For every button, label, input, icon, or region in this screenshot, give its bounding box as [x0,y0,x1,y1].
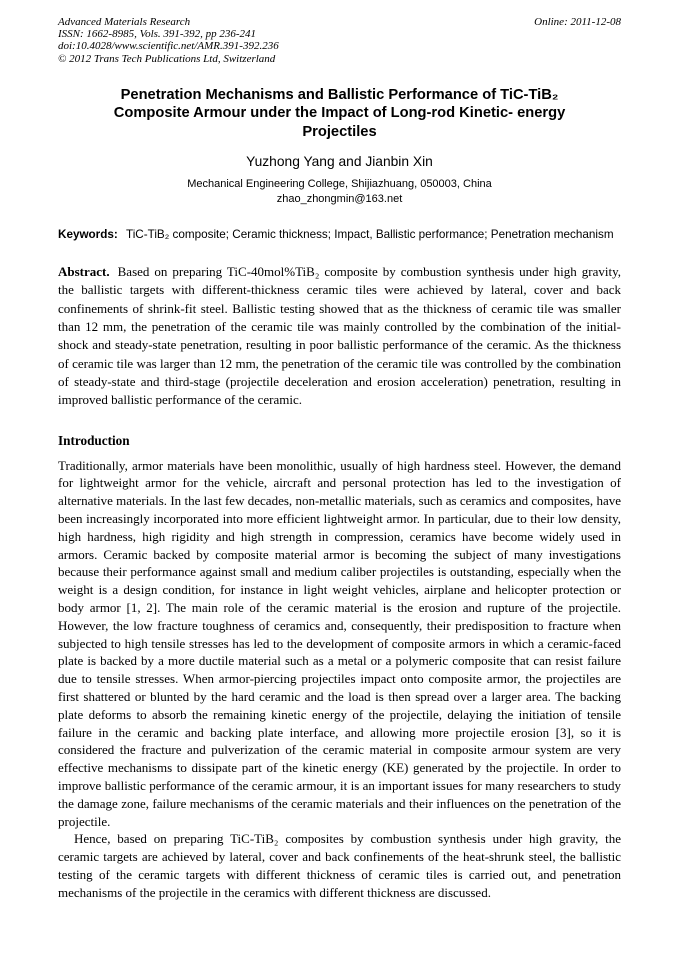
abstract-block [58,263,621,409]
section-heading-introduction: Introduction [58,432,130,448]
journal-issn-line: ISSN: 1662-8985, Vols. 391-392, pp 236-241 [58,28,256,41]
intro-paragraph-1: Traditionally, armor materials have been monolithic, usually of high hardness steel. However, the demand for lightweight armor for the vehicle, aircraft and personal protection has led to the investigation of alternative materials. In the last few decades, non-metallic materials, such as ceramics and composites, have been increasingly incorporated into more efficient lightweight armor. In particular, due to their low density, high hardness, high rigidity and high strength in compression, ceramics have become widely used in armors. Ceramic backed by composite material armor is becoming the subject of many investigations because their performance against small and medium caliber projectiles is outstanding, especially when the weight is a design condition, for instance in light weight vehicles, airplane and helicopter protection or body armor [1, 2]. The main role of the ceramic material is the erosion and rupture of the projectile. However, the low fracture toughness of ceramics and, consequently, their predisposition to fracture when subjected to high tensile stresses has led to the development of composite armors in which a ceramic-faced plate is backed by a more ductile material such as a metal or a polymeric composite that can resist failure due to tensile stresses. When armor-piercing projectiles impact onto composite armor, the projectiles are first shattered or blunted by the hard ceramic and the load is then spread over a larger area. The backing plate deforms to absorb the remaining kinetic energy of the projectile, delaying the initiation of tensile failure in the ceramic and backing plate interface, and allowing more projectile erosion [3], so it is considered the fracture and pulverization of the ceramic material in composite armour system are very effective mechanisms to dissipate part of the kinetic energy (KE) generated by the projectile. In order to improve ballistic performance of the ceramic armour, it is an important issues for many researchers to study the damage zone, failure mechanisms of the ceramic materials and their influences on the penetration of the projectile. [58,457,621,829]
journal-copyright-line: © 2012 Trans Tech Publications Ltd, Switzerland [58,52,276,65]
journal-doi-line: doi:10.4028/www.scientific.net/AMR.391-392.236 [58,40,279,53]
journal-name: Advanced Materials Research [58,16,191,28]
abstract-label: Abstract. [58,264,115,280]
keywords-block [58,227,621,243]
contact-email: zhao_zhongmin@163.net [276,192,403,205]
journal-info-block [58,16,279,65]
paper-authors: Yuzhong Yang and Jianbin Xin [246,153,433,169]
keywords-text: TiC-TiB₂ composite; Ceramic thickness; Impact, Ballistic performance; Penetration mechanism [126,227,614,241]
abstract-text: Based on preparing TiC-40mol%TiB₂ composite by combustion synthesis under high gravity, the ballistic targets with different-thickness ceramic tiles were achieved by lateral, cover and back confinements of shrink-fit steel. Ballistic testing showed that as the thickness of ceramic tile was smaller than 12 mm, the penetration of the ceramic tile was mainly controlled by the combination of the initial-shock and steady-state penetration, resulting in poor ballistic performance of the ceramic. As the thickness of ceramic tile was larger than 12 mm, the penetration of the ceramic tile was controlled by the combination of steady-state and third-stage (projectile deceleration and erosion acceleration) penetration, resulting in improved ballistic performance of the ceramic. [58,264,621,408]
intro-paragraph-2: Hence, based on preparing TiC-TiB₂ composites by combustion synthesis under high gravity, the ceramic targets are achieved by lateral, cover and back confinements of the heat-shrunk steel, the ballistic testing of the ceramic targets with different thickness of ceramic tiles is carried out, and penetration mechanisms of the projectile in the ceramics with different thickness are discussed. [58,831,621,900]
journal-header [58,16,621,65]
author-affiliation: Mechanical Engineering College, Shijiazhuang, 050003, China [187,177,492,190]
paper-title: Penetration Mechanisms and Ballistic Performance of TiC-TiB₂ Composite Armour under the Impact of Long-rod Kinetic- energy Projectiles [113,86,566,140]
online-date: Online: 2011-12-08 [534,16,621,28]
keywords-label: Keywords: [58,227,121,241]
